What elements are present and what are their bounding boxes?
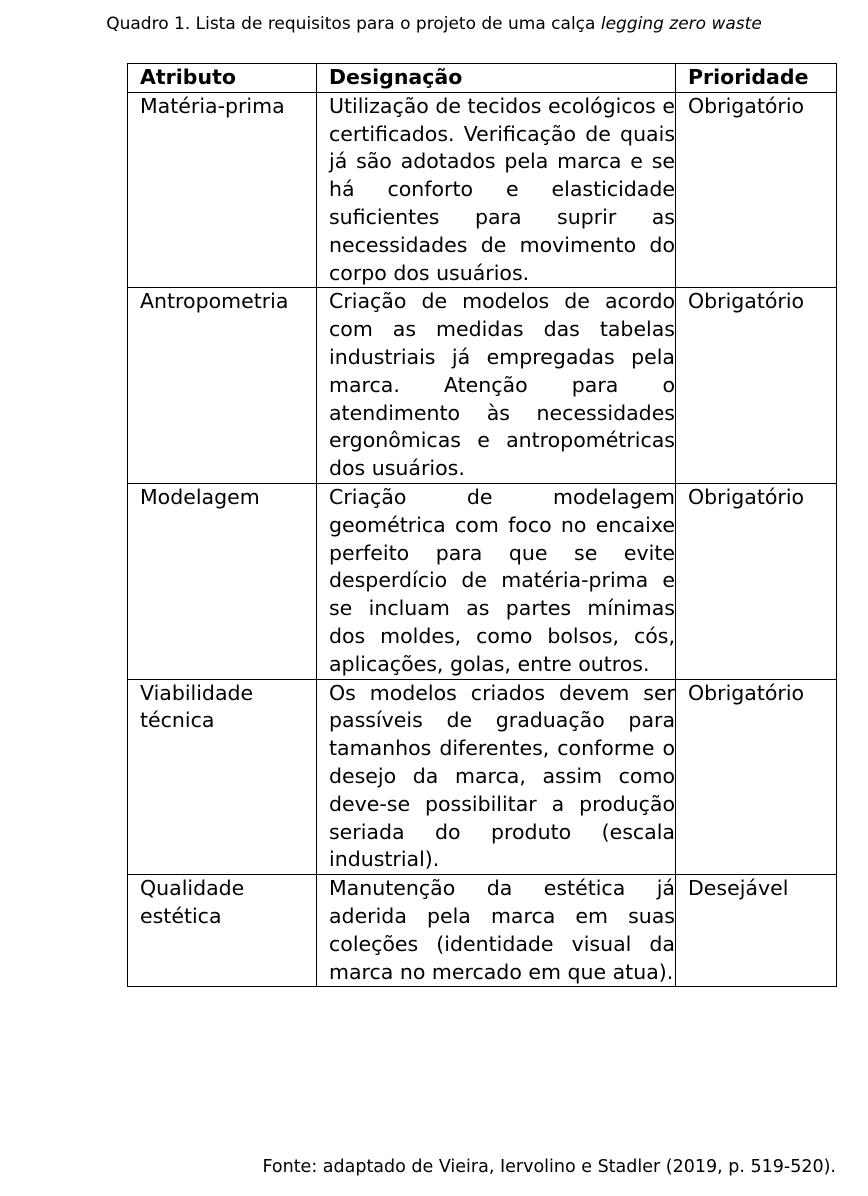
cell-priority: Obrigatório xyxy=(676,483,837,679)
table-row xyxy=(128,92,837,288)
table-row xyxy=(128,483,837,679)
caption-text: Quadro 1. Lista de requisitos para o projeto de uma calça xyxy=(106,14,601,34)
cell-attribute: Modelagem xyxy=(128,483,317,679)
cell-priority: Obrigatório xyxy=(676,92,837,288)
table-row xyxy=(128,679,837,875)
cell-attribute: Viabilidade técnica xyxy=(128,679,317,875)
table-header-row xyxy=(128,64,837,93)
table-row xyxy=(128,288,837,484)
source-note: Fonte: adaptado de Vieira, Iervolino e Stadler (2019, p. 519-520). xyxy=(262,1157,836,1177)
cell-attribute: Antropometria xyxy=(128,288,317,484)
header-priority: Prioridade xyxy=(676,64,837,93)
cell-priority: Obrigatório xyxy=(676,288,837,484)
table-caption xyxy=(0,12,868,36)
cell-attribute: Matéria-prima xyxy=(128,92,317,288)
requirements-table xyxy=(127,63,837,987)
cell-priority: Desejável xyxy=(676,875,837,987)
cell-designation: Os modelos criados devem ser passíveis de graduação para tamanhos diferentes, conforme o desejo da marca, assim como deve-se possibilitar a produção seriada do produto (escala industrial). xyxy=(317,679,676,875)
cell-designation: Criação de modelagem geométrica com foco no encaixe perfeito para que se evite desperdício de matéria-prima e se incluam as partes mínimas dos moldes, como bolsos, cós, aplicações, golas, entre outros. xyxy=(317,483,676,679)
cell-attribute: Qualidade estética xyxy=(128,875,317,987)
header-attribute: Atributo xyxy=(128,64,317,93)
cell-designation: Utilização de tecidos ecológicos e certificados. Verificação de quais já são adotados pela marca e se há conforto e elasticidade suficientes para suprir as necessidades de movimento do corpo dos usuários. xyxy=(317,92,676,288)
caption-italic-term: legging zero waste xyxy=(600,14,762,34)
header-designation: Designação xyxy=(317,64,676,93)
cell-designation: Manutenção da estética já aderida pela marca em suas coleções (identidade visual da marca no mercado em que atua). xyxy=(317,875,676,987)
table-row xyxy=(128,875,837,987)
cell-priority: Obrigatório xyxy=(676,679,837,875)
cell-designation: Criação de modelos de acordo com as medidas das tabelas industriais já empregadas pela marca. Atenção para o atendimento às necessidades ergonômicas e antropométricas dos usuários. xyxy=(317,288,676,484)
